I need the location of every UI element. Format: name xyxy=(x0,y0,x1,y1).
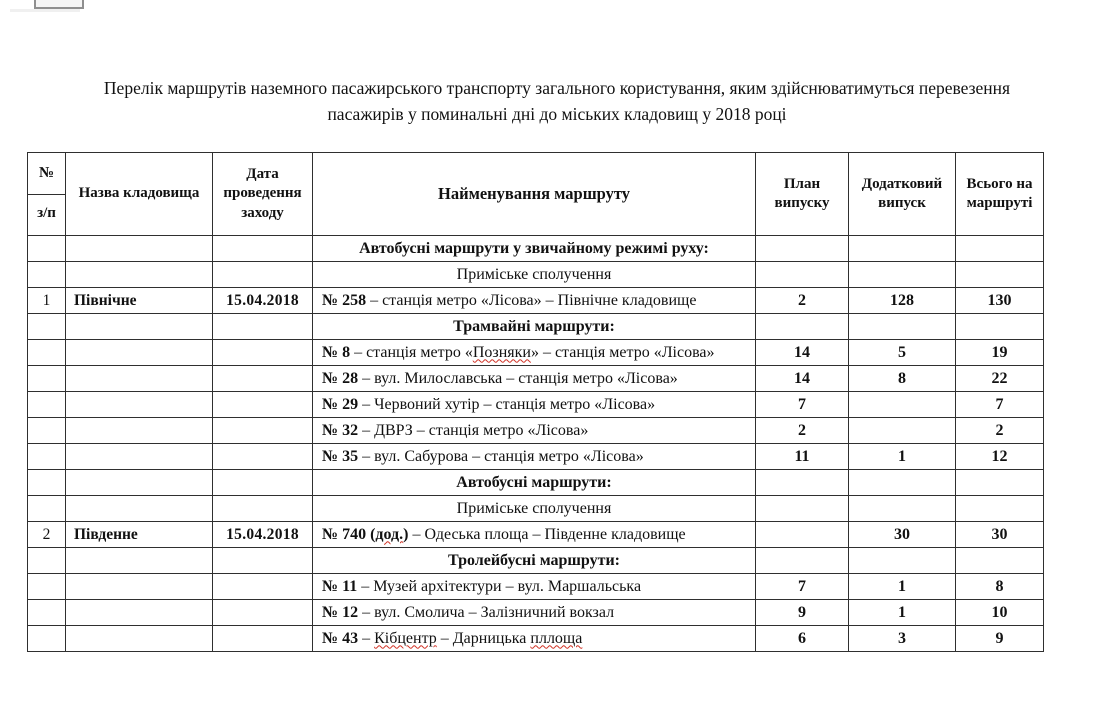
cell-total xyxy=(956,470,1044,496)
cell-num xyxy=(28,574,66,600)
cell-extra: 8 xyxy=(849,366,956,392)
route-text: № 29 xyxy=(322,395,359,413)
cell-cemetery xyxy=(66,366,213,392)
cell-total: 2 xyxy=(956,418,1044,444)
cell-total: 30 xyxy=(956,522,1044,548)
cell-route xyxy=(313,548,756,574)
cell-cemetery xyxy=(66,236,213,262)
cell-cemetery xyxy=(66,600,213,626)
route-text: ) xyxy=(403,525,409,543)
table-row xyxy=(28,314,1044,340)
cell-total: 22 xyxy=(956,366,1044,392)
cell-num xyxy=(28,262,66,288)
cell-date xyxy=(213,600,313,626)
cell-route xyxy=(313,470,756,496)
cell-total: 12 xyxy=(956,444,1044,470)
cell-route xyxy=(313,496,756,522)
cell-date xyxy=(213,444,313,470)
cell-num xyxy=(28,314,66,340)
cell-plan xyxy=(756,236,849,262)
col-header-num-top: № xyxy=(28,155,65,195)
route-text: » – станція метро «Лісова» xyxy=(530,343,715,361)
cell-plan: 11 xyxy=(756,444,849,470)
cell-extra: 1 xyxy=(849,600,956,626)
cell-num xyxy=(28,548,66,574)
col-header-num xyxy=(28,153,66,236)
cell-cemetery xyxy=(66,626,213,652)
cell-route xyxy=(313,314,756,340)
cell-num xyxy=(28,626,66,652)
cell-plan xyxy=(756,262,849,288)
cell-plan xyxy=(756,470,849,496)
cell-num xyxy=(28,496,66,522)
route-text: – вул. Сабурова – станція метро «Лісова» xyxy=(358,447,644,465)
col-header-date: Дата проведення заходу xyxy=(213,153,313,236)
cell-cemetery xyxy=(66,340,213,366)
route-text: Тролейбусні маршрути: xyxy=(448,551,620,569)
cell-cemetery xyxy=(66,262,213,288)
col-header-extra: Додатковий випуск xyxy=(849,153,956,236)
cell-plan xyxy=(756,548,849,574)
col-header-total: Всього на маршруті xyxy=(956,153,1044,236)
cell-total xyxy=(956,314,1044,340)
route-text: – станція метро « xyxy=(350,343,473,361)
route-text: – станція метро «Лісова» – Північне кладовище xyxy=(366,291,697,309)
cell-total xyxy=(956,262,1044,288)
cell-plan: 9 xyxy=(756,600,849,626)
cell-num: 1 xyxy=(28,288,66,314)
table-row xyxy=(28,600,1044,626)
cell-route xyxy=(313,366,756,392)
cell-plan: 14 xyxy=(756,340,849,366)
cell-date xyxy=(213,548,313,574)
cell-extra xyxy=(849,418,956,444)
cell-cemetery xyxy=(66,444,213,470)
cell-date xyxy=(213,340,313,366)
cell-plan xyxy=(756,314,849,340)
route-text: Приміське сполучення xyxy=(456,499,612,517)
cell-date xyxy=(213,574,313,600)
cell-cemetery xyxy=(66,574,213,600)
cell-total: 10 xyxy=(956,600,1044,626)
table-row xyxy=(28,626,1044,652)
route-text: Трамвайні маршрути: xyxy=(453,317,615,335)
cell-num xyxy=(28,444,66,470)
route-text: Автобусні маршрути: xyxy=(456,473,612,491)
cell-total xyxy=(956,496,1044,522)
cell-plan: 6 xyxy=(756,626,849,652)
cell-total: 9 xyxy=(956,626,1044,652)
cell-route xyxy=(313,522,756,548)
cell-cemetery xyxy=(66,470,213,496)
cell-extra xyxy=(849,392,956,418)
cell-date xyxy=(213,418,313,444)
route-text: № 8 xyxy=(322,343,351,361)
cropped-toolbar-artifact xyxy=(34,0,84,9)
title-line-1: Перелік маршрутів наземного пасажирського транспорту загального користування, яким здійснюватимуться перевезення xyxy=(103,78,1011,98)
table-row xyxy=(28,418,1044,444)
table-row xyxy=(28,288,1044,314)
cell-date xyxy=(213,392,313,418)
cell-cemetery xyxy=(66,548,213,574)
route-text: – ДВРЗ – станція метро «Лісова» xyxy=(358,421,589,439)
cell-extra: 1 xyxy=(849,444,956,470)
col-header-num-bottom: з/п xyxy=(37,205,56,222)
cell-total xyxy=(956,548,1044,574)
col-header-plan: План випуску xyxy=(756,153,849,236)
cell-route xyxy=(313,626,756,652)
route-text: – Дарницька xyxy=(436,629,531,647)
cell-plan: 2 xyxy=(756,418,849,444)
cell-cemetery: Північне xyxy=(66,288,213,314)
cell-route xyxy=(313,418,756,444)
cell-plan: 2 xyxy=(756,288,849,314)
cell-extra: 3 xyxy=(849,626,956,652)
cell-extra: 128 xyxy=(849,288,956,314)
routes-table xyxy=(27,152,1044,652)
cell-extra xyxy=(849,548,956,574)
cell-route xyxy=(313,600,756,626)
table-row xyxy=(28,548,1044,574)
route-text: № 35 xyxy=(322,447,359,465)
cell-total: 7 xyxy=(956,392,1044,418)
table-row xyxy=(28,340,1044,366)
cell-date xyxy=(213,314,313,340)
route-text: № 28 xyxy=(322,369,359,387)
route-text: Автобусні маршрути у звичайному режимі руху: xyxy=(359,239,709,257)
cell-date xyxy=(213,470,313,496)
cell-plan: 7 xyxy=(756,392,849,418)
route-text: – Одеська площа – Південне кладовище xyxy=(408,525,686,543)
route-text-misspelled: Кібцентр xyxy=(374,629,437,647)
cell-extra: 1 xyxy=(849,574,956,600)
cell-num xyxy=(28,418,66,444)
cell-route xyxy=(313,392,756,418)
cell-num xyxy=(28,340,66,366)
cell-num xyxy=(28,392,66,418)
route-text: – xyxy=(358,629,375,647)
cell-extra xyxy=(849,470,956,496)
route-text: – Червоний хутір – станція метро «Лісова» xyxy=(358,395,656,413)
cell-date: 15.04.2018 xyxy=(213,288,313,314)
cell-plan xyxy=(756,522,849,548)
cell-num xyxy=(28,470,66,496)
route-text: № 32 xyxy=(322,421,359,439)
title-line-2: пасажирів у поминальні дні до міських кладовищ у 2018 році xyxy=(327,103,787,124)
cell-route xyxy=(313,288,756,314)
cell-plan: 7 xyxy=(756,574,849,600)
route-text: – вул. Милославська – станція метро «Лісова» xyxy=(358,369,678,387)
col-header-route: Найменування маршруту xyxy=(313,153,756,236)
cell-num xyxy=(28,366,66,392)
cell-total xyxy=(956,236,1044,262)
cell-cemetery xyxy=(66,314,213,340)
table-row xyxy=(28,574,1044,600)
route-text-misspelled: пллоща xyxy=(530,629,583,647)
cropped-toolbar-artifact-shadow xyxy=(10,9,80,12)
cell-extra: 30 xyxy=(849,522,956,548)
table-row xyxy=(28,236,1044,262)
col-header-cemetery: Назва кладовища xyxy=(66,153,213,236)
cell-plan: 14 xyxy=(756,366,849,392)
cell-date xyxy=(213,496,313,522)
route-text: № 740 ( xyxy=(322,525,376,543)
table-row xyxy=(28,522,1044,548)
cell-date xyxy=(213,366,313,392)
header-row xyxy=(28,153,1044,236)
route-text: Приміське сполучення xyxy=(456,265,612,283)
cell-extra xyxy=(849,236,956,262)
cell-date xyxy=(213,236,313,262)
cell-date xyxy=(213,626,313,652)
route-text-misspelled: Позняки xyxy=(472,343,531,361)
route-text: № 11 xyxy=(322,577,358,595)
route-text-misspelled: дод. xyxy=(375,525,404,543)
cell-cemetery xyxy=(66,496,213,522)
cell-num xyxy=(28,236,66,262)
route-text: № 43 xyxy=(322,629,359,647)
route-text: – вул. Смолича – Залізничний вокзал xyxy=(358,603,615,621)
table-row xyxy=(28,392,1044,418)
table-row xyxy=(28,262,1044,288)
cell-extra xyxy=(849,262,956,288)
cell-total: 19 xyxy=(956,340,1044,366)
cell-route xyxy=(313,262,756,288)
cell-route xyxy=(313,444,756,470)
cell-extra xyxy=(849,314,956,340)
route-text: № 258 xyxy=(322,291,367,309)
cell-extra xyxy=(849,496,956,522)
table-row xyxy=(28,470,1044,496)
document-title xyxy=(0,76,1114,127)
table-row xyxy=(28,496,1044,522)
cell-plan xyxy=(756,496,849,522)
cell-num xyxy=(28,600,66,626)
table-row xyxy=(28,444,1044,470)
cell-date xyxy=(213,262,313,288)
cell-total: 8 xyxy=(956,574,1044,600)
cell-date: 15.04.2018 xyxy=(213,522,313,548)
cell-route xyxy=(313,574,756,600)
cell-cemetery: Південне xyxy=(66,522,213,548)
cell-num: 2 xyxy=(28,522,66,548)
table-row xyxy=(28,366,1044,392)
cell-extra: 5 xyxy=(849,340,956,366)
cell-route xyxy=(313,340,756,366)
route-text: № 12 xyxy=(322,603,359,621)
cell-total: 130 xyxy=(956,288,1044,314)
cell-cemetery xyxy=(66,392,213,418)
route-text: – Музей архітектури – вул. Маршальська xyxy=(357,577,642,595)
cell-route xyxy=(313,236,756,262)
cell-cemetery xyxy=(66,418,213,444)
